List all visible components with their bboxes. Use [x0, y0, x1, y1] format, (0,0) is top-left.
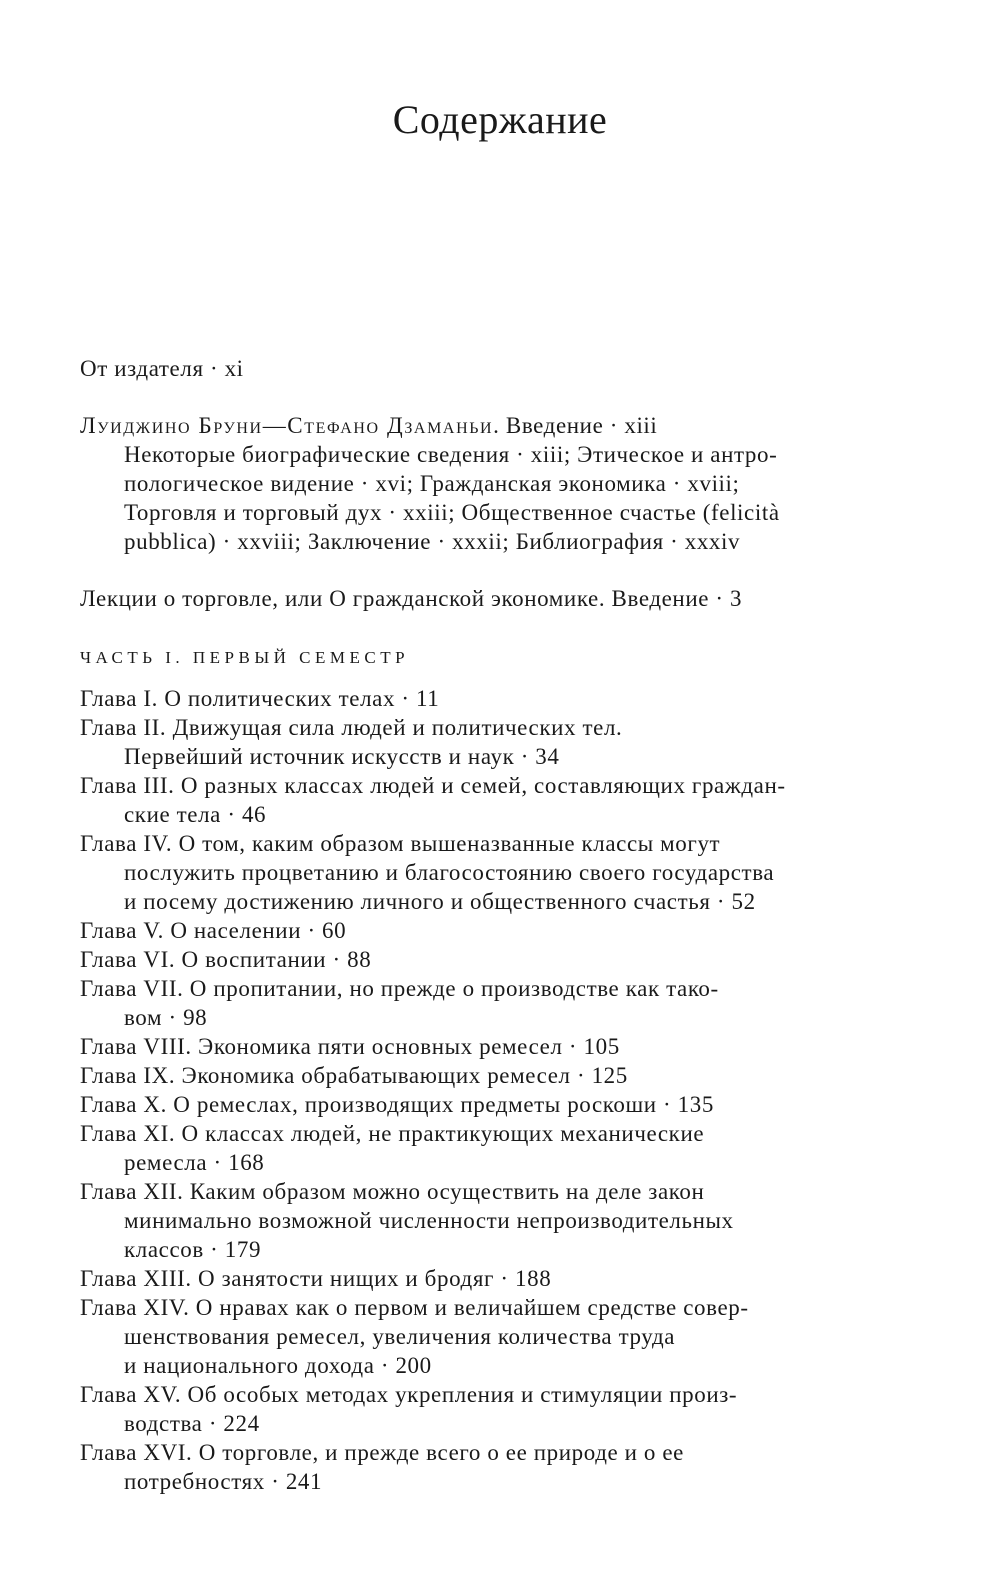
chapter-title-line: Глава I. О политических телах · 11	[80, 686, 440, 711]
chapter-title-line: Глава VII. О пропитании, но прежде о производстве как тако-	[80, 976, 719, 1001]
chapter-continuation-line: потребностях · 241	[124, 1469, 323, 1494]
toc-chapter-entry	[80, 974, 940, 1032]
toc-entry-publisher	[80, 354, 940, 383]
toc-subentry-line: pubblica) · xxviii; Заключение · xxxii; Библиография · xxxiv	[124, 529, 741, 554]
toc-entry-lectures	[80, 584, 940, 613]
toc-chapter-entry	[80, 916, 940, 945]
page-title: Содержание	[392, 97, 608, 142]
chapter-continuation-line: водства · 224	[124, 1411, 260, 1436]
chapter-continuation-line: и посему достижению личного и общественного счастья · 52	[124, 889, 756, 914]
chapter-continuation-line: шенствования ремесел, увеличения количества труда	[124, 1324, 676, 1349]
toc-chapter-entry	[80, 1061, 940, 1090]
chapter-title-line: Глава XV. Об особых методах укрепления и стимуляции произ-	[80, 1382, 738, 1407]
toc-subentry-line: пологическое видение · xvi; Гражданская экономика · xviii;	[124, 471, 740, 496]
toc-chapter-entry	[80, 1438, 940, 1496]
chapter-continuation-line: Первейший источник искусств и наук · 34	[124, 744, 560, 769]
toc-chapter-entry	[80, 829, 940, 916]
toc-entry-text: От издателя · xi	[80, 356, 244, 381]
chapter-title-line: Глава II. Движущая сила людей и политических тел.	[80, 715, 623, 740]
toc-chapter-entry	[80, 1264, 940, 1293]
chapter-continuation-line: ские тела · 46	[124, 802, 267, 827]
toc-entry-head-rest: . Введение · xiii	[493, 413, 658, 438]
toc-chapter-entry	[80, 1293, 940, 1380]
chapter-title-line: Глава IV. О том, каким образом вышеназванные классы могут	[80, 831, 721, 856]
toc-entry-authors: Луиджино Бруни—Стефано Дзаманьи	[80, 413, 494, 438]
part-heading: ЧАСТЬ I. ПЕРВЫЙ СЕМЕСТР	[80, 648, 410, 667]
chapter-title-line: Глава VIII. Экономика пяти основных ремесел · 105	[80, 1034, 620, 1059]
toc-chapter-entry	[80, 1032, 940, 1061]
toc-chapter-entry	[80, 684, 940, 713]
chapter-title-line: Глава X. О ремеслах, производящих предметы роскоши · 135	[80, 1092, 714, 1117]
toc-subentry-line: Некоторые биографические сведения · xiii; Этическое и антро-	[124, 442, 778, 467]
toc-entry-head	[80, 411, 940, 440]
chapter-title-line: Глава XIII. О занятости нищих и бродяг · 188	[80, 1266, 552, 1291]
chapter-continuation-line: вом · 98	[124, 1005, 208, 1030]
table-of-contents	[80, 354, 940, 1496]
chapter-title-line: Глава VI. О воспитании · 88	[80, 947, 372, 972]
toc-chapter-entry	[80, 1090, 940, 1119]
chapter-title-line: Глава V. О населении · 60	[80, 918, 347, 943]
toc-chapter-entry	[80, 771, 940, 829]
chapter-title-line: Глава III. О разных классах людей и семей, составляющих граждан-	[80, 773, 786, 798]
toc-chapter-entry	[80, 1380, 940, 1438]
chapter-title-line: Глава IX. Экономика обрабатывающих ремесел · 125	[80, 1063, 628, 1088]
toc-subentries	[80, 440, 940, 556]
chapter-continuation-line: классов · 179	[124, 1237, 262, 1262]
chapter-title-line: Глава XVI. О торговле, и прежде всего о ее природе и о ее	[80, 1440, 684, 1465]
toc-entry-introduction	[80, 411, 940, 556]
toc-chapter-entry	[80, 713, 940, 771]
chapter-list	[80, 684, 940, 1496]
chapter-title-line: Глава XII. Каким образом можно осуществить на деле закон	[80, 1179, 705, 1204]
toc-chapter-entry	[80, 1177, 940, 1264]
chapter-continuation-line: минимально возможной численности непроизводительных	[124, 1208, 734, 1233]
toc-chapter-entry	[80, 945, 940, 974]
chapter-title-line: Глава XIV. О нравах как о первом и величайшем средстве совер-	[80, 1295, 749, 1320]
chapter-continuation-line: послужить процветанию и благосостоянию своего государства	[124, 860, 775, 885]
toc-chapter-entry	[80, 1119, 940, 1177]
chapter-continuation-line: и национального дохода · 200	[124, 1353, 432, 1378]
chapter-continuation-line: ремесла · 168	[124, 1150, 265, 1175]
toc-subentry-line: Торговля и торговый дух · xxiii; Общественное счастье (felicità	[124, 500, 780, 525]
chapter-title-line: Глава XI. О классах людей, не практикующих механические	[80, 1121, 705, 1146]
toc-entry-text: Лекции о торговле, или О гражданской экономике. Введение · 3	[80, 586, 743, 611]
